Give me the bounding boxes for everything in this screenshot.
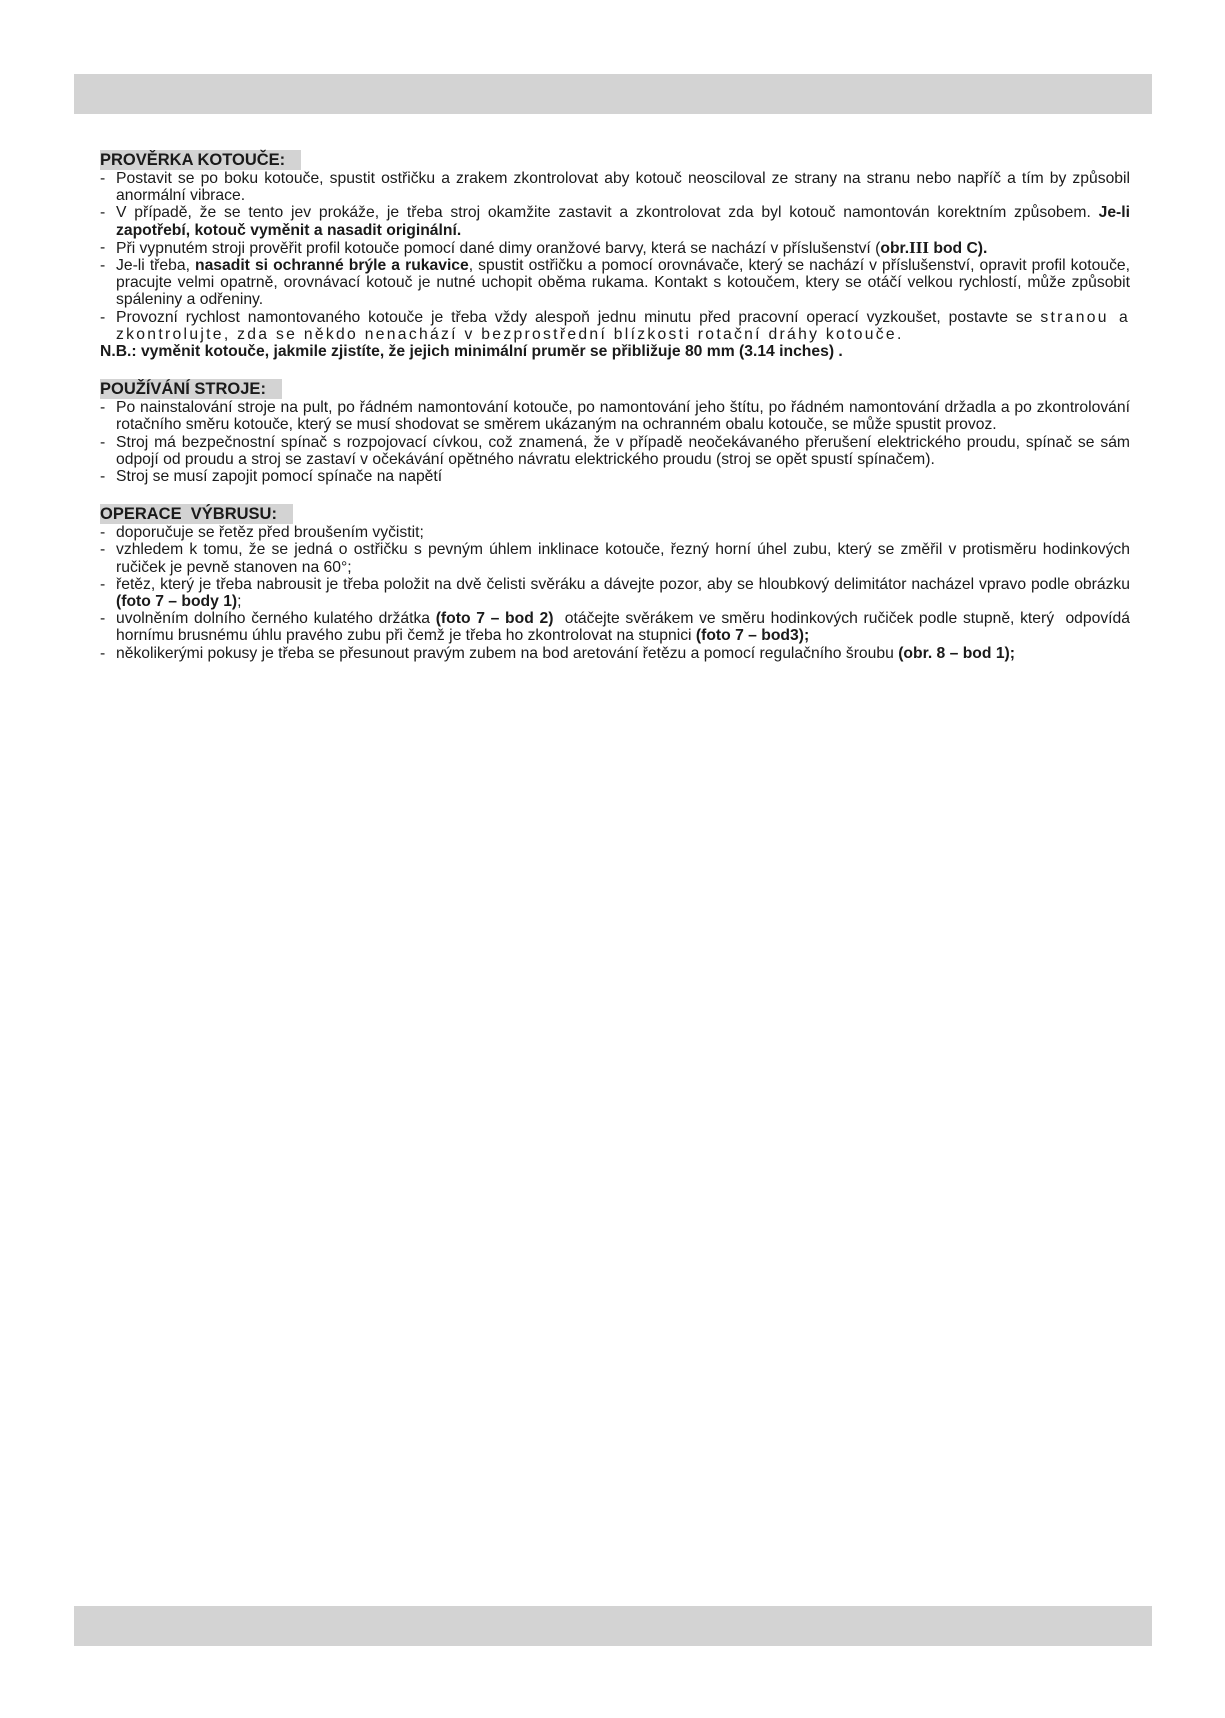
item-list [100,399,1130,485]
list-item [100,576,1130,610]
list-item [100,541,1130,575]
item-bold-text: (foto 7 – bod3); [695,627,810,645]
list-item [100,204,1130,238]
section-blade-check [100,150,1130,360]
list-item [100,170,1130,204]
section-machine-use [100,379,1130,485]
header-band [74,74,1152,114]
item-text: Postavit se po boku kotouče, spustit ostřičku a zrakem zkontrolovat aby kotouč neosciloval ze strany na stranu nebo napříč a tím by způsobil anormální vibrace. [116,170,1130,205]
note-text: N.B.: vyměnit kotouče, jakmile zjistíte, že jejich minimální prumĕr se přibližuje 80 mm (3.14 inches) . [100,343,843,361]
item-text: doporučuje se řetěz před broušením vyčistit; [116,524,424,542]
item-text: , spustit ostřičku a pomocí orovnávače, který se nachází v příslušenství, opravit profil kotouče, pracujte velmi opatrně, orovnávací kotouč je nutné uchopit oběma rukama. Kontakt s kotoučem, ktery se otáčí velkou rychlostí, může způsobit spáleniny a odřeniny. [116,257,1130,309]
list-item [100,610,1135,645]
item-list [100,170,1130,343]
list-item: - Po nainstalování stroje na pult, po řádném namontování kotouče, po namontování jeho štítu, po řádném namontování držadla a po zkontrolování rotačního směru kotouče, který se musí shodovat se směrem ukázaným na ochranném obalu kotouče, se může spustit provoz. [100,399,1130,433]
item-text: Provozní rychlost namontovaného kotouče je třeba vždy alespoň jednu minutu před pracovní operací vyzkoušet, postavte se [116,308,1033,326]
item-text: uvolněním dolního černého kulatého držátka [116,610,436,628]
item-text: Při vypnutém stroji prověřit profil kotouče pomocí dané dimy oranžové barvy, která se nachází v příslušenství ( [116,239,881,257]
item-list [100,524,1135,662]
list-item [100,524,1130,541]
item-bold-text: (foto 7 – bod 2) [435,610,554,628]
item-text: řetěz, který je třeba nabrousit je třeba položit na dvě čelisti svěráku a dávejte pozor, aby se hloubkový delimitátor nacházel vpravo podle obrázku [116,575,1130,593]
item-text: otáčejte svěrákem ve směru hodinkových ručiček podle stupně, který odpovídá hornímu brusnému úhlu pravého zubu při čemž je třeba ho zkontrolovat na stupnici [116,610,1135,645]
document-body [100,150,1135,681]
list-item: - Stroj má bezpečnostní spínač s rozpojovací cívkou, což znamená, že v případě neočekávaného přerušení elektrického proudu, spínač se sám odpojí od proudu a stroj se zastaví v očekávání opětného návratu elektrického proudu (stroj se opět spustí spínačem). [100,434,1130,468]
figure-ref: obr. [880,239,910,257]
list-item [100,257,1130,309]
figure-ref-point: bod C). [929,239,988,257]
item-text: ; [237,593,242,611]
section-grinding-operation [100,504,1135,662]
item-text: Je-li třeba, [116,257,195,275]
section-heading: PROVĚRKA KOTOUČE: [100,150,301,170]
item-bold-text: (foto 7 – body 1) [116,593,238,611]
item-text: několikerými pokusy je třeba se přesunout pravým zubem na bod aretování řetězu a pomocí regulačního šroubu [116,644,899,662]
list-item [100,309,1130,343]
list-item [100,645,1130,662]
item-text: vzhledem k tomu, že se jedná o ostřičku s pevným úhlem inklinace kotouče, řezný horní úhel zubu, který se změřil v protisměru hodinkových ručiček je pevně stanoven na 60°; [116,541,1130,576]
item-bold-text: Je-li zapotřebí, kotouč vyměnit a nasadit originální. [116,204,1130,239]
item-text: stranou a zkontrolujte, zda se někdo nenachází v bezprostřední blízkosti rotační dráhy kotouče. [116,308,1131,343]
section-heading: POUŽÍVÁNÍ STROJE: [100,379,282,399]
figure-ref-roman: III [909,237,929,257]
section-heading: OPERACE VÝBRUSU: [100,504,293,524]
list-item: - Stroj se musí zapojit pomocí spínače na napětí [100,468,1130,485]
item-text: V případě, že se tento jev prokáže, je třeba stroj okamžite zastavit a zkontrolovat zda byl kotouč namontován korektním způsobem. [116,204,1091,222]
footer-band [74,1606,1152,1646]
list-item [100,239,1130,257]
item-bold-text: nasadit si ochranné brýle a rukavice [194,257,469,275]
item-bold-text: (obr. 8 – bod 1); [898,644,1015,662]
